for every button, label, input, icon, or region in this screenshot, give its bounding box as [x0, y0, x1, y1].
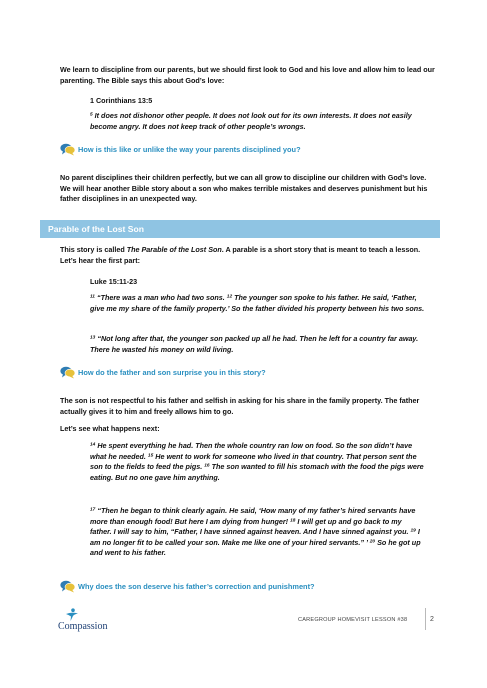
- question-text: How do the father and son surprise you in this story?: [78, 368, 266, 377]
- verse-number: 12: [226, 294, 233, 300]
- closing-paragraph: No parent disciplines their children perfectly, but we can all grow to discipline our children with God’s love. We will hear another Bible story about a son who makes terrible mistakes and deserves punishment but his father disciplines in an unexpected way.: [60, 173, 428, 204]
- logo-text: Compassion: [58, 621, 108, 632]
- compassion-figure-icon: [64, 608, 80, 622]
- scripture-verses-14-16: [90, 441, 425, 483]
- verse-number: 17: [90, 507, 96, 513]
- speech-bubbles-icon: [60, 580, 76, 593]
- verse-text: “Not long after that, the younger son packed up all he had. Then he left for a country far away. There he wasted his money on wild living.: [90, 334, 419, 354]
- speech-bubbles-icon: [60, 143, 76, 156]
- verse-text: I am no longer fit to be called your son. Make me like one of your hired servants.” ’: [90, 527, 420, 547]
- page-number: 2: [430, 616, 434, 623]
- question-text: How is this like or unlike the way your parents disciplined you?: [78, 145, 301, 154]
- scripture-verse: [90, 111, 425, 132]
- verse-text: So he got up and went to his father.: [90, 537, 421, 558]
- verse-text: He spent everything he had. Then the whole country ran low on food. So the son didn’t have what he needed.: [90, 441, 413, 461]
- question-text: Why does the son deserve his father’s correction and punishment?: [78, 582, 315, 591]
- intro-paragraph: We learn to discipline from our parents, but we should first look to God and his love and allow him to lead our parenting. The Bible says this about God’s love:: [60, 65, 435, 85]
- scripture-reference-luke: Luke 15:11-23: [90, 277, 138, 286]
- speech-bubbles-icon: [60, 366, 76, 379]
- story-intro-lead: This story is called: [60, 245, 127, 254]
- verse-text: It does not dishonor other people. It does not look out for its own interests. It does not easily become angry. It does not keep track of other people’s wrongs.: [90, 111, 412, 131]
- son-paragraph: The son is not respectful to his father and selfish in asking for his share in the family property. The father actually gives it to him and freely allows him to go.: [60, 396, 420, 416]
- verse-number: 16: [204, 463, 210, 469]
- scripture-verses-17-20: [90, 506, 425, 559]
- verse-number: 13: [90, 335, 96, 341]
- story-intro: [60, 245, 438, 266]
- discussion-question-3: [60, 580, 440, 594]
- lesson-label: CAREGROUP HOMEVISIT LESSON #38: [298, 617, 408, 623]
- lets-see-text: Let’s see what happens next:: [60, 424, 160, 433]
- discussion-question-2: [60, 366, 440, 380]
- verse-text: “Then he began to think clearly again. He said, ‘How many of my father’s hired servants have more than enough food! But here I am dying from hunger!: [90, 506, 416, 526]
- footer-divider: [425, 608, 426, 630]
- verse-text: The younger son spoke to his father. He said, ‘Father, give me my share of the family property.’ So the father divided his property between his two sons.: [90, 293, 425, 313]
- verse-number: 20: [369, 539, 376, 545]
- scripture-reference: 1 Corinthians 13:5: [90, 96, 153, 105]
- verse-text: “There was a man who had two sons.: [96, 293, 227, 302]
- verse-number: 15: [147, 453, 154, 458]
- story-title: The Parable of the Lost Son: [126, 245, 222, 254]
- verse-number: 11: [90, 294, 95, 300]
- section-title: Parable of the Lost Son: [48, 223, 144, 234]
- scripture-verses-11-12: [90, 293, 425, 314]
- verse-text: I will get up and go back to my father. I will say to him, “Father, I have sinned against heaven. And I have sinned against you.: [90, 516, 411, 537]
- verse-number: 18: [290, 518, 296, 523]
- verse-number: 5: [90, 112, 93, 118]
- verse-number: 14: [90, 442, 96, 448]
- compassion-logo: [58, 608, 128, 634]
- verse-text: He went to work for someone who lived in that country. That person sent the son to the fields to feed the pigs.: [90, 451, 417, 472]
- verse-text: The son wanted to fill his stomach with the food the pigs were eating. But no one gave him anything.: [90, 462, 424, 482]
- story-intro-rest: . A parable is a short story that is meant to teach a lesson. Let’s hear the first part:: [60, 245, 421, 265]
- verse-number: 19: [410, 528, 416, 534]
- scripture-verse-13: [90, 334, 425, 355]
- section-banner: [40, 220, 440, 238]
- discussion-question-1: [60, 143, 440, 157]
